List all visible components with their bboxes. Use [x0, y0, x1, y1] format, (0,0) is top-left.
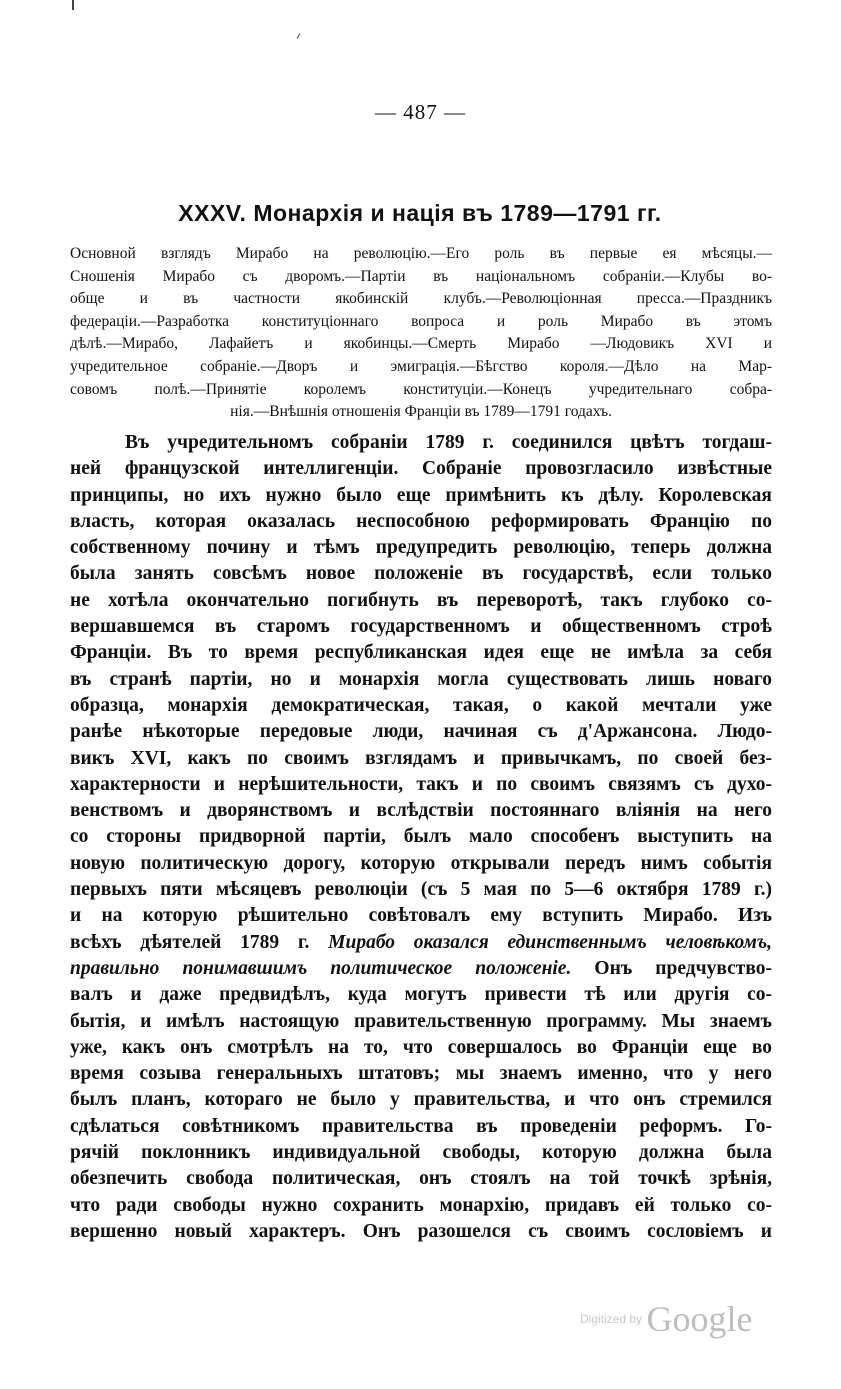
body-line: первыхъ пяти мѣсяцевъ революціи (съ 5 мая по 5—6 октября 1789 г.) — [70, 879, 772, 901]
body-line — [70, 930, 772, 956]
body-line: со стороны придворной партіи, былъ мало способенъ выступить на — [70, 826, 772, 848]
body-line: не хотѣла окончательно погибнуть въ переворотѣ, такъ глубоко со- — [70, 589, 772, 611]
body-line: образца, монархія демократическая, такая, о какой мечтали уже — [70, 694, 772, 716]
body-line: время созыва генеральныхъ штатовъ; мы знаемъ именно, что у него — [70, 1063, 772, 1085]
body-line: викъ XVI, какъ по своимъ взглядамъ и привычкамъ, по своей без- — [70, 747, 772, 769]
body-line-text: Онъ предчувство- — [594, 957, 772, 979]
body-line: сдѣлаться совѣтникомъ правительства въ проведеніи реформъ. Го- — [70, 1115, 772, 1137]
body-line: что ради свободы нужно сохранить монархію, придавъ ей только со- — [70, 1194, 772, 1216]
body-line: уже, какъ онъ смотрѣлъ на то, что совершалось во Франціи еще во — [70, 1036, 772, 1058]
watermark-small-text: Digitized by — [580, 1312, 643, 1326]
body-line: валъ и даже предвидѣлъ, куда могутъ привести тѣ или другія со- — [70, 984, 772, 1006]
body-line: характерности и нерѣшительности, такъ и по своимъ связямъ съ духо- — [70, 773, 772, 795]
body-line: вершавшемся въ старомъ государственномъ и общественномъ строѣ — [70, 616, 772, 638]
summary-line: совомъ полѣ.—Принятіе королемъ конституціи.—Конецъ учредительнаго собра- — [70, 380, 772, 398]
body-line: обезпечить свобода политическая, онъ стоялъ на той точкѣ зрѣнія, — [70, 1168, 772, 1190]
google-logo: Google — [646, 1299, 753, 1339]
scan-mark — [297, 33, 301, 39]
body-line: Франціи. Въ то время республиканская идея еще не имѣла за себя — [70, 642, 772, 664]
page-number: — 487 — — [375, 100, 466, 124]
body-line: въ странѣ партіи, но и монархія могла существовать лишь новаго — [70, 668, 772, 690]
emphasis-text: Мирабо оказался единственнымъ человѣкомъ, — [328, 931, 773, 953]
body-line: и на которую рѣшительно совѣтовалъ ему вступить Мирабо. Изъ — [70, 905, 772, 927]
summary-line: учредительное собраніе.—Дворъ и эмиграція.—Бѣгство короля.—Дѣло на Мар- — [70, 357, 772, 375]
body-line: власть, которая оказалась неспособною реформировать Францію по — [70, 510, 772, 532]
body-line: рячій поклонникъ индивидуальной свободы, которую должна была — [70, 1142, 772, 1164]
summary-line: федераціи.—Разработка конституціоннаго вопроса и роль Мирабо въ этомъ — [70, 312, 772, 330]
body-line: ней французской интеллигенціи. Собраніе провозгласило извѣстные — [70, 458, 772, 480]
summary-line: Основной взглядъ Мирабо на революцію.—Его роль въ первые ея мѣсяцы.— — [70, 245, 772, 262]
summary-line: Сношенія Мирабо съ дворомъ.—Партіи въ національномъ собраніи.—Клубы во- — [70, 267, 772, 285]
emphasis-text: правильно понимавшимъ политическое положеніе. — [70, 957, 572, 979]
body-line: Въ учредительномъ собраніи 1789 г. соединился цвѣтъ тогдаш- — [125, 432, 772, 453]
chapter-title: XXXV. Монархія и нація въ 1789—1791 гг. — [178, 200, 662, 226]
body-line: была занять совсѣмъ новое положеніе въ государствѣ, если только — [70, 563, 772, 585]
digitized-by-google-watermark — [580, 1298, 752, 1340]
body-line: собственному почину и тѣмъ предупредить революцію, теперь должна — [70, 537, 772, 559]
body-line: былъ планъ, котораго не было у правительства, и что онъ стремился — [70, 1089, 772, 1111]
body-line: вершенно новый характеръ. Онъ разошелся съ своимъ сословіемъ и — [70, 1220, 772, 1242]
body-text — [70, 430, 772, 1245]
body-line: бытія, и имѣлъ настоящую правительственную программу. Мы знаемъ — [70, 1010, 772, 1032]
summary-line: нія.—Внѣшнія отношенія Франціи въ 1789—1791 годахъ. — [230, 403, 612, 421]
chapter-summary — [70, 243, 772, 424]
summary-line: обще и въ частности якобинскій клубъ.—Революціонная пресса.—Праздникъ — [70, 290, 772, 308]
body-line: венствомъ и дворянствомъ и вслѣдствіи постояннаго вліянія на него — [70, 800, 772, 822]
body-line-text: всѣхъ дѣятелей 1789 г. — [70, 931, 310, 953]
scan-mark — [72, 0, 74, 10]
summary-line: дѣлѣ.—Мирабо, Лафайетъ и якобинцы.—Смерть Мирабо —Людовикъ XVI и — [70, 335, 772, 353]
body-line: ранѣе нѣкоторые передовые люди, начиная съ д'Аржансона. Людо- — [70, 721, 772, 743]
body-line: принципы, но ихъ нужно было еще примѣнить къ дѣлу. Королевская — [70, 484, 772, 506]
body-line: новую политическую дорогу, которую открывали передъ нимъ событія — [70, 852, 772, 874]
body-line — [70, 956, 772, 982]
